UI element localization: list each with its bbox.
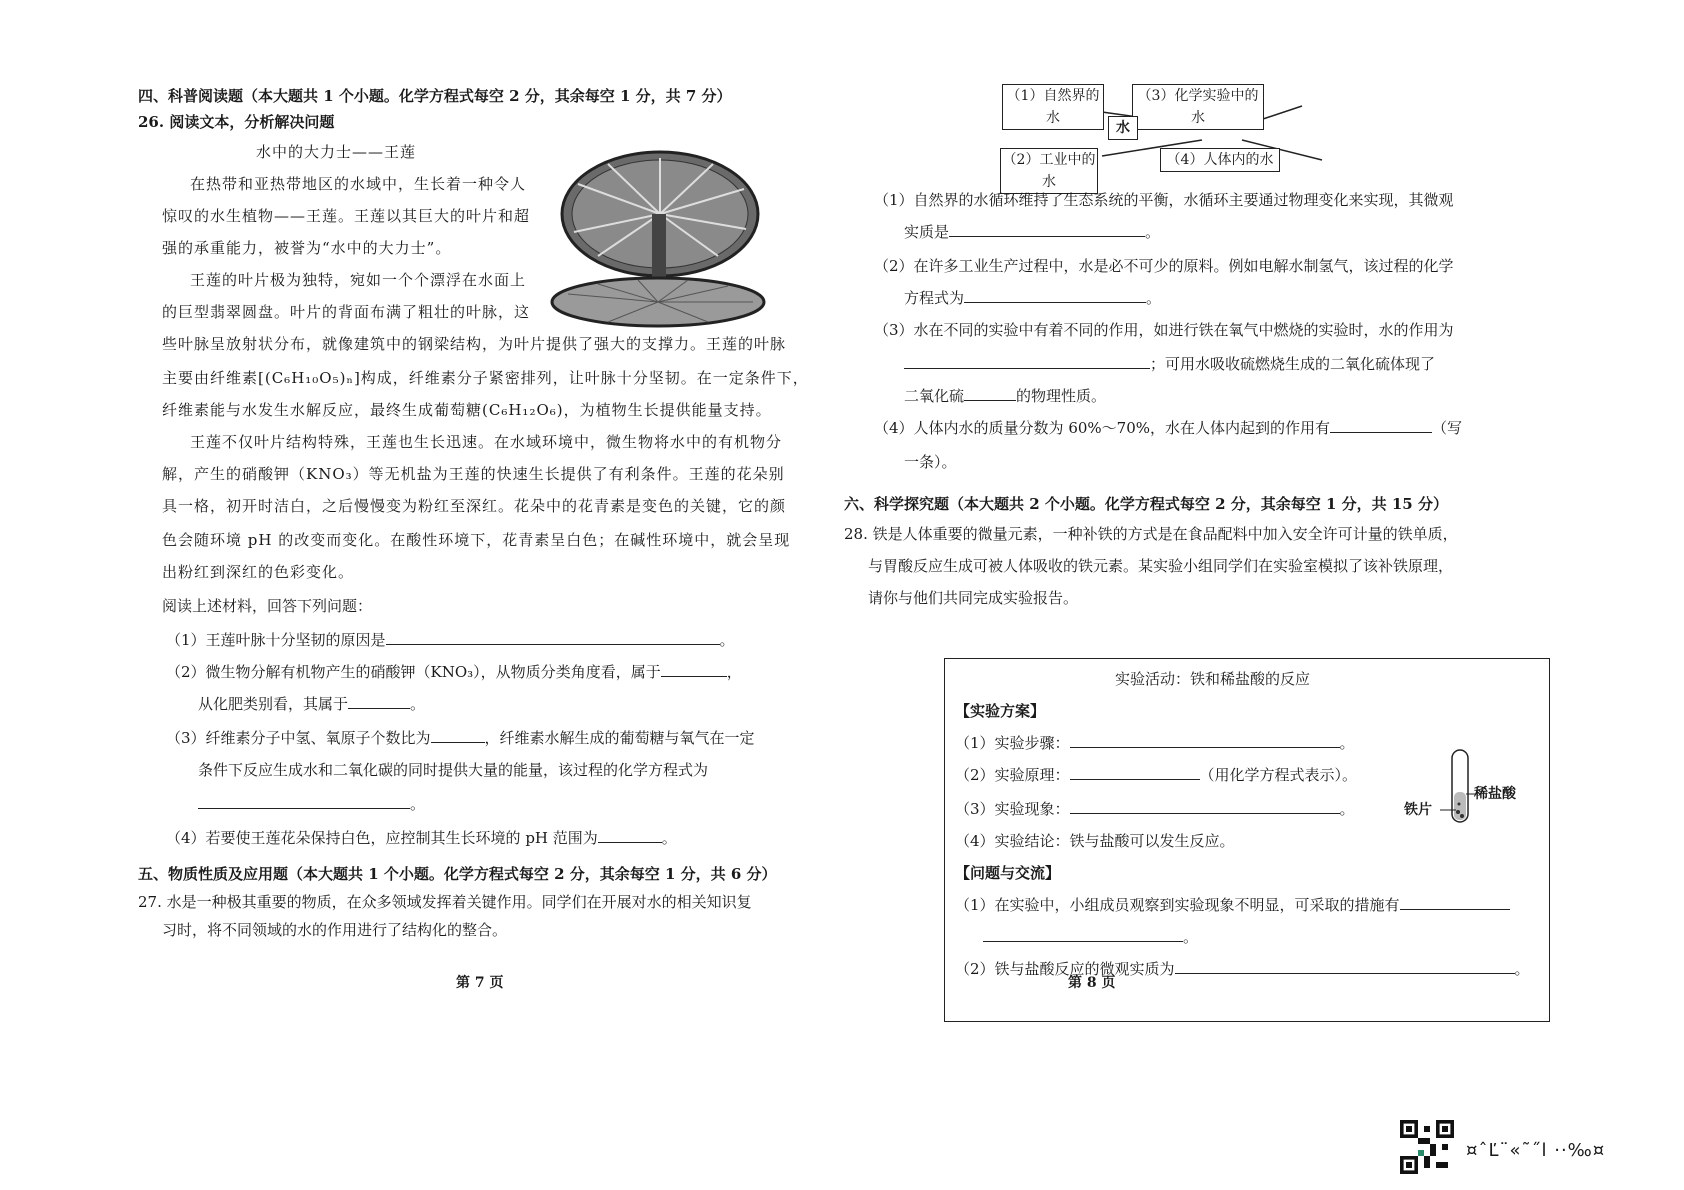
article-line: 惊叹的水生植物——王莲。王莲以其巨大的叶片和超 <box>162 207 531 225</box>
article-line: 主要由纤维素[(C₆H₁₀O₅)ₙ]构成，纤维素分子紧密排列，让叶脉十分坚韧。在一定条件下， <box>162 369 809 387</box>
article-line: 纤维素能与水发生水解反应，最终生成葡萄糖(C₆H₁₂O₆)，为植物生长提供能量支持。 <box>162 401 772 419</box>
q26-3b: 条件下反应生成水和二氧化碳的同时提供大量的能量，该过程的化学方程式为 <box>198 761 709 779</box>
answer-blank[interactable] <box>1330 418 1432 433</box>
answer-blank[interactable] <box>431 728 485 743</box>
question-27-line: 27. 水是一种极其重要的物质，在众多领域发挥着关键作用。同学们在开展对水的相关知识复 <box>138 893 752 911</box>
answer-blank[interactable] <box>198 794 410 809</box>
discussion-2: （2）铁与盐酸反应的微观实质为 。 <box>955 960 1530 978</box>
q27-3c: 二氧化硫 的物理性质。 <box>904 387 1107 405</box>
answer-blank[interactable] <box>1070 799 1340 814</box>
question-28-line: 请你与他们共同完成实验报告。 <box>868 589 1079 607</box>
q26-1: （1）王莲叶脉十分坚韧的原因是 。 <box>166 631 735 649</box>
exp-step-3: （3）实验现象： 。 <box>955 800 1355 818</box>
qr-code-icon <box>1400 1120 1454 1174</box>
diagram-box-body: （4）人体内的水 <box>1160 148 1280 172</box>
read-prompt: 阅读上述材料，回答下列问题： <box>162 597 373 615</box>
answer-blank[interactable] <box>964 386 1016 401</box>
q26-4: （4）若要使王莲花朵保持白色，应控制其生长环境的 pH 范围为 。 <box>166 829 677 847</box>
answer-blank[interactable] <box>904 354 1150 369</box>
section-4-title: 四、科普阅读题（本大题共 1 个小题。化学方程式每空 2 分，其余每空 1 分，共 7 分） <box>138 87 732 105</box>
label-dilute-hcl: 稀盐酸 <box>1474 786 1516 802</box>
q26-2: （2）微生物分解有机物产生的硝酸钾（KNO₃），从物质分类角度看，属于 ， <box>166 663 742 681</box>
question-27-line: 习时，将不同领域的水的作用进行了结构化的整合。 <box>162 921 508 939</box>
answer-blank[interactable] <box>386 630 720 645</box>
article-line: 王莲的叶片极为独特，宛如一个个漂浮在水面上 <box>190 271 527 289</box>
article-line: 的巨型翡翠圆盘。叶片的背面布满了粗壮的叶脉，这 <box>162 303 531 321</box>
diagram-box-nature: （1）自然界的水 <box>1002 84 1104 130</box>
experiment-plan-heading: 【实验方案】 <box>955 702 1046 720</box>
diagram-center-water: 水 <box>1108 116 1138 140</box>
test-tube-illustration <box>1404 748 1544 838</box>
discussion-1: （1）在实验中，小组成员观察到实验现象不明显，可采取的措施有 <box>955 895 1510 915</box>
article-line: 具一格，初开时洁白，之后慢慢变为粉红至深红。花朵中的花青素是变色的关键，它的颜 <box>162 497 787 515</box>
answer-blank[interactable] <box>1400 895 1510 910</box>
q27-2: （2）在许多工业生产过程中，水是必不可少的原料。例如电解水制氢气，该过程的化学 <box>874 257 1454 275</box>
article-line: 在热带和亚热带地区的水域中，生长着一种令人 <box>190 175 527 193</box>
exp-step-2: （2）实验原理： （用化学方程式表示）。 <box>955 766 1358 784</box>
article-line: 出粉红到深红的色彩变化。 <box>162 563 355 581</box>
answer-blank[interactable] <box>949 222 1145 237</box>
exp-step-4: （4）实验结论：铁与盐酸可以发生反应。 <box>955 832 1235 850</box>
article-line: 些叶脉呈放射状分布，就像建筑中的钢梁结构，为叶片提供了强大的支撑力。王莲的叶脉 <box>162 335 787 353</box>
experiment-report-box <box>944 658 1550 1022</box>
section-5-title: 五、物质性质及应用题（本大题共 1 个小题。化学方程式每空 2 分，其余每空 1 分，共 6 分） <box>138 865 777 883</box>
q27-4: （4）人体内水的质量分数为 60%～70%，水在人体内起到的作用有 （写 <box>874 419 1463 437</box>
q27-1b: 实质是 。 <box>904 223 1161 241</box>
page-number: 第 7 页 <box>456 975 504 991</box>
answer-blank[interactable] <box>598 828 662 843</box>
question-26: 26. 阅读文本，分析解决问题 <box>138 113 335 131</box>
q27-3: （3）水在不同的实验中有着不同的作用，如进行铁在氧气中燃烧的实验时，水的作用为 <box>874 321 1454 339</box>
diagram-box-industry: （2）工业中的水 <box>1000 148 1098 194</box>
page-number: 第 8 页 <box>1068 975 1116 991</box>
discussion-heading: 【问题与交流】 <box>955 864 1061 882</box>
article-line: 色会随环境 pH 的改变而变化。在酸性环境下，花青素呈白色；在碱性环境中，就会呈现 <box>162 531 791 549</box>
giant-water-lily-illustration <box>548 144 768 330</box>
answer-blank[interactable] <box>964 288 1146 303</box>
q27-4b: 一条）。 <box>904 453 957 471</box>
article-line: 解，产生的硝酸钾（KNO₃）等无机盐为王莲的快速生长提供了有利条件。王莲的花朵别 <box>162 465 785 483</box>
label-iron-piece: 铁片 <box>1404 802 1432 818</box>
answer-blank[interactable] <box>1175 959 1515 974</box>
q27-1: （1）自然界的水循环维持了生态系统的平衡，水循环主要通过物理变化来实现，其微观 <box>874 191 1454 209</box>
q26-3c: 。 <box>198 794 425 814</box>
q27-3b: ；可用水吸收硫燃烧生成的二氧化硫体现了 <box>904 354 1435 374</box>
answer-blank[interactable] <box>661 662 727 677</box>
section-6-title: 六、科学探究题（本大题共 2 个小题。化学方程式每空 2 分，其余每空 1 分，共 15 分） <box>844 495 1448 513</box>
question-28-line: 与胃酸反应生成可被人体吸收的铁元素。某实验小组同学们在实验室模拟了该补铁原理， <box>868 557 1454 575</box>
article-line: 强的承重能力，被誉为“水中的大力士”。 <box>162 239 452 257</box>
watermark-text: ¤ˆĽ¨«˜˝l ··‰¤ <box>1466 1140 1606 1161</box>
q26-3: （3）纤维素分子中氢、氧原子个数比为 ，纤维素水解生成的葡萄糖与氧气在一定 <box>166 729 755 747</box>
experiment-title: 实验活动：铁和稀盐酸的反应 <box>1115 670 1311 688</box>
answer-blank[interactable] <box>1070 733 1340 748</box>
exp-step-1: （1）实验步骤： 。 <box>955 734 1355 752</box>
answer-blank[interactable] <box>348 694 410 709</box>
q27-2b: 方程式为 。 <box>904 289 1162 307</box>
diagram-box-lab: （3）化学实验中的水 <box>1132 84 1264 130</box>
answer-blank[interactable] <box>1070 765 1200 780</box>
q26-2b: 从化肥类别看，其属于 。 <box>198 695 426 713</box>
article-line: 王莲不仅叶片结构特殊，王莲也生长迅速。在水域环境中，微生物将水中的有机物分 <box>190 433 783 451</box>
question-28-line: 28. 铁是人体重要的微量元素，一种补铁的方式是在食品配料中加入安全许可计量的铁单质， <box>844 525 1458 543</box>
answer-blank[interactable] <box>983 927 1183 942</box>
article-title: 水中的大力士——王莲 <box>256 143 417 161</box>
discussion-1b: 。 <box>983 927 1198 947</box>
